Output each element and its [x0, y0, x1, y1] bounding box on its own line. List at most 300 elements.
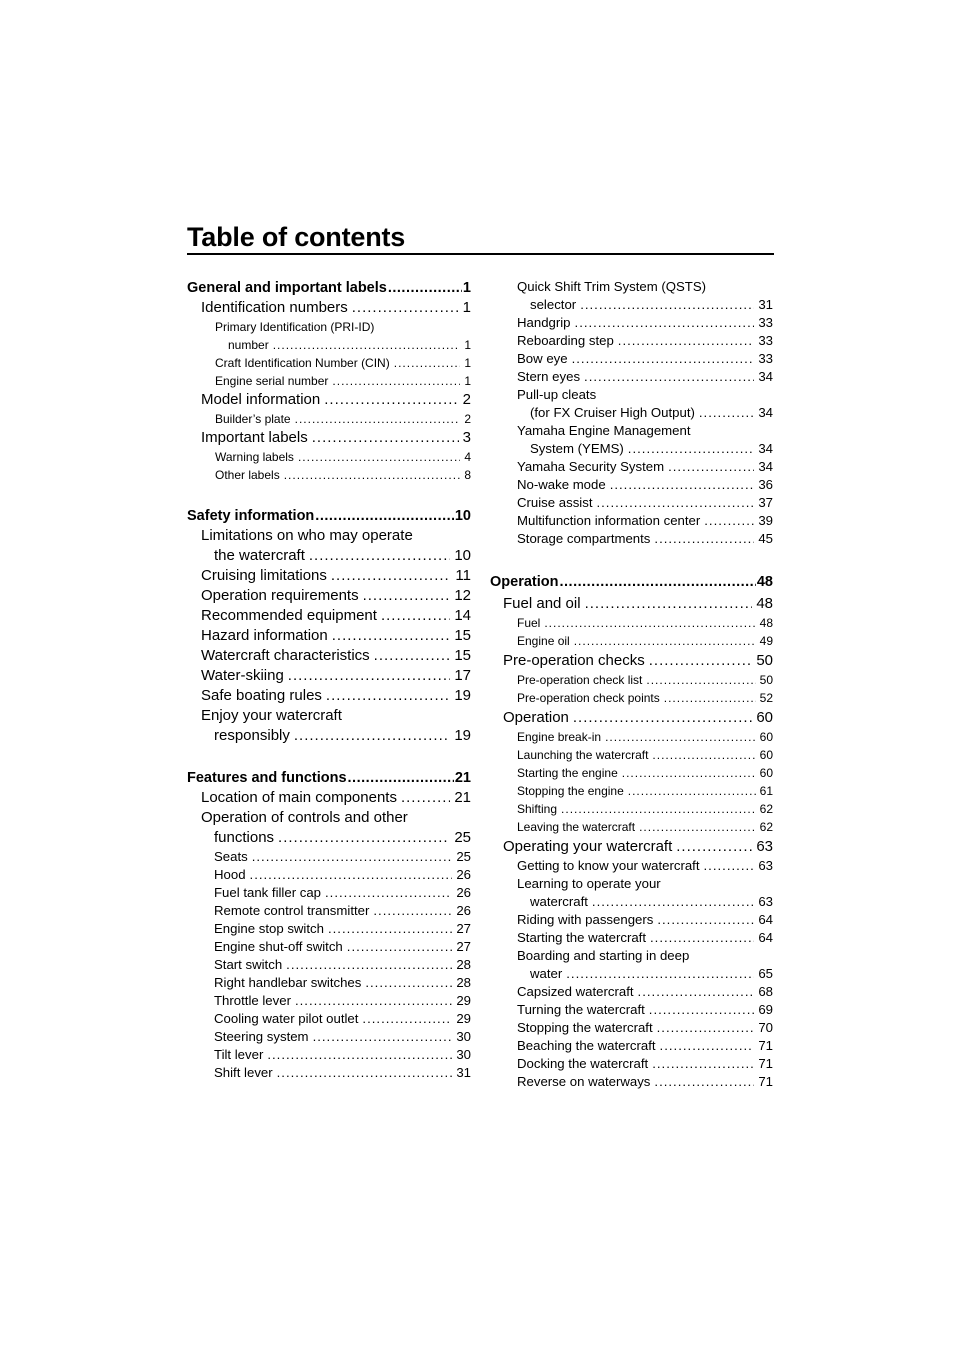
dot-leader: [348, 768, 454, 788]
dot-leader: [326, 686, 450, 706]
dot-leader: [250, 866, 453, 884]
page-number: 26: [456, 885, 471, 900]
dot-leader: [286, 956, 452, 974]
page-number: 28: [456, 975, 471, 990]
toc-subentry[interactable]: [490, 530, 773, 548]
page-number: 50: [756, 652, 773, 669]
toc-subentry[interactable]: [490, 746, 773, 764]
entry-title: Important labels: [201, 429, 308, 446]
toc-subentry[interactable]: [490, 728, 773, 746]
page-number: 1: [462, 280, 471, 296]
toc-subentry[interactable]: [187, 938, 471, 956]
entry-title: Water-skiing: [201, 667, 284, 684]
toc-subentry[interactable]: [490, 632, 773, 650]
entry-title: watercraft: [530, 894, 588, 909]
entry-title: Pre-operation check points: [517, 691, 660, 705]
entry-lead-text: Learning to operate your: [517, 876, 661, 891]
page-number: 12: [454, 587, 471, 604]
entry-title: Location of main components: [201, 789, 397, 806]
page-number: 25: [456, 849, 471, 864]
entry-title: Hood: [214, 867, 246, 882]
page-number: 60: [756, 709, 773, 726]
entry-title: Fuel: [517, 616, 541, 630]
page-number: 63: [758, 858, 773, 873]
dot-leader: [628, 782, 756, 800]
entry-lead-text: Pull-up cleats: [517, 387, 597, 402]
dot-leader: [381, 606, 450, 626]
entry-title: Multifunction information center: [517, 513, 701, 528]
toc-subentry[interactable]: [187, 974, 471, 992]
entry-title: Engine stop switch: [214, 921, 324, 936]
dot-leader: [328, 920, 452, 938]
dot-leader: [628, 440, 755, 458]
dot-leader: [654, 1073, 754, 1091]
entry-title: functions: [214, 829, 275, 846]
dot-leader: [309, 546, 450, 566]
toc-subentry[interactable]: [490, 332, 773, 350]
page-number: 15: [454, 647, 471, 664]
entry-title: Turning the watercraft: [517, 1002, 645, 1017]
page-title: Table of contents: [187, 222, 406, 252]
dot-leader: [652, 746, 755, 764]
entry-title: Model information: [201, 391, 321, 408]
page-number: 48: [756, 595, 773, 612]
dot-leader: [388, 278, 462, 298]
page-number: 31: [456, 1065, 471, 1080]
dot-leader: [649, 1001, 755, 1019]
entry-title: Warning labels: [215, 450, 294, 464]
dot-leader: [596, 494, 754, 512]
toc-entry[interactable]: [187, 788, 471, 808]
page-number: 15: [454, 627, 471, 644]
toc-subentry[interactable]: [187, 466, 471, 484]
entry-title: Stern eyes: [517, 369, 581, 384]
dot-leader: [374, 646, 451, 666]
page-number: 26: [456, 867, 471, 882]
page-number: 68: [758, 984, 773, 999]
page-number: 25: [454, 829, 471, 846]
dot-leader: [313, 1028, 453, 1046]
entry-lead-text: Operation of controls and other: [201, 809, 408, 826]
page-number: 71: [758, 1074, 773, 1089]
toc-subentry[interactable]: [187, 1028, 471, 1046]
page-number: 11: [455, 567, 471, 584]
entry-title: Stopping the engine: [517, 784, 624, 798]
page-number: 10: [454, 508, 471, 524]
toc-subentry[interactable]: [187, 920, 471, 938]
toc-subentry[interactable]: [490, 782, 773, 800]
dot-leader: [585, 593, 753, 614]
page-number: 34: [758, 369, 773, 384]
toc-subentry[interactable]: [490, 368, 773, 386]
entry-title: Cooling water pilot outlet: [214, 1011, 359, 1026]
toc-subentry[interactable]: [490, 1001, 773, 1019]
toc-subentry[interactable]: [490, 800, 773, 818]
toc-subentry[interactable]: [490, 422, 773, 458]
page-number: 19: [454, 727, 471, 744]
dot-leader: [352, 298, 459, 318]
dot-leader: [657, 911, 754, 929]
entry-title: Watercraft characteristics: [201, 647, 370, 664]
toc-entry[interactable]: [187, 686, 471, 706]
entry-title: Docking the watercraft: [517, 1056, 649, 1071]
entry-title: Shifting: [517, 802, 558, 816]
page-number: 60: [759, 730, 773, 744]
entry-title: Pre-operation check list: [517, 673, 643, 687]
dot-leader: [618, 332, 755, 350]
dot-leader: [704, 857, 755, 875]
entry-title: the watercraft: [214, 547, 305, 564]
dot-leader: [298, 448, 460, 466]
toc-subentry[interactable]: [490, 857, 773, 875]
dot-leader: [652, 1055, 754, 1073]
entry-title: Pre-operation checks: [503, 652, 645, 669]
entry-title: Engine shut-off switch: [214, 939, 343, 954]
entry-title: Builder’s plate: [215, 412, 291, 426]
toc-subentry[interactable]: [187, 354, 471, 372]
toc-subentry[interactable]: [187, 1010, 471, 1028]
toc-subentry[interactable]: [490, 818, 773, 836]
toc-subentry[interactable]: [187, 1064, 471, 1082]
dot-leader: [573, 707, 752, 728]
entry-title: Steering system: [214, 1029, 309, 1044]
page-number: 31: [758, 297, 773, 312]
toc-entry[interactable]: [187, 298, 471, 318]
dot-leader: [592, 893, 754, 911]
page-number: 33: [758, 333, 773, 348]
toc-subentry[interactable]: [490, 875, 773, 911]
entry-title: Recommended equipment: [201, 607, 377, 624]
entry-title: Safe boating rules: [201, 687, 322, 704]
page-number: 4: [464, 450, 471, 464]
page-number: 63: [756, 838, 773, 855]
entry-title: Starting the engine: [517, 766, 618, 780]
entry-title: Handgrip: [517, 315, 571, 330]
page-number: 48: [759, 616, 773, 630]
entry-title: Leaving the watercraft: [517, 820, 636, 834]
dot-leader: [277, 1064, 453, 1082]
page-number: 64: [758, 930, 773, 945]
toc-subentry[interactable]: [490, 278, 773, 314]
toc-entry[interactable]: [490, 836, 773, 857]
entry-title: Safety information: [187, 508, 315, 524]
entry-title: Cruise assist: [517, 495, 593, 510]
dot-leader: [668, 458, 754, 476]
entry-title: Bow eye: [517, 351, 568, 366]
toc-subentry[interactable]: [187, 372, 471, 390]
page-number: 30: [456, 1029, 471, 1044]
toc-subentry[interactable]: [490, 458, 773, 476]
dot-leader: [622, 764, 756, 782]
toc-subentry[interactable]: [187, 318, 471, 354]
dot-leader: [561, 800, 756, 818]
dot-leader: [649, 650, 753, 671]
toc-entry[interactable]: [187, 390, 471, 410]
toc-subentry[interactable]: [490, 1055, 773, 1073]
toc-subentry[interactable]: [490, 386, 773, 422]
toc-subentry[interactable]: [490, 1019, 773, 1037]
entry-title: Engine break-in: [517, 730, 602, 744]
section-heading[interactable]: [187, 506, 471, 526]
entry-title: Other labels: [215, 468, 280, 482]
toc-subentry[interactable]: [490, 689, 773, 707]
page-number: 49: [759, 634, 773, 648]
dot-leader: [584, 368, 754, 386]
entry-title: Starting the watercraft: [517, 930, 647, 945]
dot-leader: [252, 848, 453, 866]
entry-title: Fuel tank filler cap: [214, 885, 322, 900]
entry-title: Reverse on waterways: [517, 1074, 651, 1089]
entry-title: Seats: [214, 849, 248, 864]
page-number: 29: [456, 1011, 471, 1026]
dot-leader: [654, 530, 754, 548]
dot-leader: [288, 666, 451, 686]
entry-title: Operation requirements: [201, 587, 359, 604]
dot-leader: [699, 404, 754, 422]
dot-leader: [544, 614, 755, 632]
page-number: 8: [464, 468, 471, 482]
entry-title: Operation: [503, 709, 569, 726]
entry-title: Identification numbers: [201, 299, 348, 316]
dot-leader: [324, 390, 458, 410]
dot-leader: [295, 410, 461, 428]
entry-title: Engine oil: [517, 634, 570, 648]
toc-subentry[interactable]: [490, 512, 773, 530]
entry-title: Tilt lever: [214, 1047, 264, 1062]
entry-lead-text: Enjoy your watercraft: [201, 707, 342, 724]
page-number: 34: [758, 459, 773, 474]
dot-leader: [325, 884, 452, 902]
toc-subentry[interactable]: [490, 350, 773, 368]
page-number: 60: [759, 748, 773, 762]
page-number: 28: [456, 957, 471, 972]
toc-entry[interactable]: [187, 606, 471, 626]
toc-subentry[interactable]: [187, 1046, 471, 1064]
dot-leader: [646, 671, 755, 689]
dot-leader: [273, 336, 461, 354]
entry-title: Right handlebar switches: [214, 975, 362, 990]
entry-lead-text: Boarding and starting in deep: [517, 948, 690, 963]
entry-title: number: [228, 338, 269, 352]
entry-title: Operating your watercraft: [503, 838, 673, 855]
entry-lead-text: Primary Identification (PRI-ID): [215, 320, 375, 334]
dot-leader: [373, 902, 452, 920]
toc-subentry[interactable]: [187, 992, 471, 1010]
entry-title: Fuel and oil: [503, 595, 581, 612]
toc-entry[interactable]: [187, 566, 471, 586]
dot-leader: [315, 506, 454, 526]
page-number: 37: [758, 495, 773, 510]
page-number: 21: [454, 789, 471, 806]
page-number: 64: [758, 912, 773, 927]
page-number: 2: [464, 412, 471, 426]
section-heading[interactable]: [187, 278, 471, 298]
dot-leader: [278, 828, 450, 848]
page-number: 69: [758, 1002, 773, 1017]
dot-leader: [704, 512, 754, 530]
entry-title: Storage compartments: [517, 531, 651, 546]
toc-entry[interactable]: [187, 808, 471, 848]
entry-lead-text: Quick Shift Trim System (QSTS): [517, 279, 707, 294]
toc-subentry[interactable]: [490, 764, 773, 782]
entry-title: Hazard information: [201, 627, 328, 644]
toc-subentry[interactable]: [490, 314, 773, 332]
toc-subentry[interactable]: [187, 848, 471, 866]
dot-leader: [639, 818, 756, 836]
toc-subentry[interactable]: [490, 1037, 773, 1055]
toc-subentry[interactable]: [187, 956, 471, 974]
toc-column-left: [187, 278, 471, 1082]
page-number: 33: [758, 351, 773, 366]
toc-subentry[interactable]: [187, 866, 471, 884]
page-number: 1: [464, 356, 471, 370]
page-number: 29: [456, 993, 471, 1008]
page-number: 17: [454, 667, 471, 684]
page-number: 63: [758, 894, 773, 909]
dot-leader: [267, 1046, 452, 1064]
toc-entry[interactable]: [187, 526, 471, 566]
page-number: 71: [758, 1038, 773, 1053]
entry-title: Stopping the watercraft: [517, 1020, 653, 1035]
dot-leader: [295, 992, 452, 1010]
dot-leader: [676, 836, 752, 857]
dot-leader: [566, 965, 754, 983]
page-number: 2: [462, 391, 471, 408]
dot-leader: [347, 938, 453, 956]
dot-leader: [660, 1037, 755, 1055]
entry-title: Beaching the watercraft: [517, 1038, 656, 1053]
toc-subentry[interactable]: [490, 983, 773, 1001]
page-number: 48: [756, 574, 773, 590]
page-number: 30: [456, 1047, 471, 1062]
toc-column-right: [490, 278, 773, 1091]
dot-leader: [332, 626, 451, 646]
toc-entry[interactable]: [187, 706, 471, 746]
dot-leader: [332, 372, 460, 390]
dot-leader: [580, 296, 754, 314]
toc-entry[interactable]: [187, 626, 471, 646]
toc-entry[interactable]: [187, 428, 471, 448]
dot-leader: [365, 974, 452, 992]
toc-subentry[interactable]: [187, 884, 471, 902]
entry-title: Getting to know your watercraft: [517, 858, 700, 873]
entry-title: Shift lever: [214, 1065, 273, 1080]
entry-title: Start switch: [214, 957, 283, 972]
entry-title: Remote control transmitter: [214, 903, 370, 918]
entry-title: selector: [530, 297, 577, 312]
entry-title: Reboarding step: [517, 333, 614, 348]
toc-subentry[interactable]: [490, 494, 773, 512]
dot-leader: [574, 632, 756, 650]
page-number: 36: [758, 477, 773, 492]
page-number: 45: [758, 531, 773, 546]
page-number: 52: [759, 691, 773, 705]
page-number: 21: [454, 770, 471, 786]
entry-lead-text: Yamaha Engine Management: [517, 423, 691, 438]
dot-leader: [610, 476, 755, 494]
entry-title: Operation: [490, 574, 559, 590]
page-number: 34: [758, 441, 773, 456]
page-number: 60: [759, 766, 773, 780]
entry-title: Throttle lever: [214, 993, 291, 1008]
dot-leader: [363, 586, 451, 606]
dot-leader: [331, 566, 452, 586]
toc-subentry[interactable]: [187, 448, 471, 466]
dot-leader: [284, 466, 461, 484]
section-heading[interactable]: [187, 768, 471, 788]
toc-subentry[interactable]: [490, 1073, 773, 1091]
entry-title: Engine serial number: [215, 374, 329, 388]
page-number: 19: [454, 687, 471, 704]
page-number: 27: [456, 939, 471, 954]
page-number: 14: [454, 607, 471, 624]
toc-subentry[interactable]: [490, 911, 773, 929]
dot-leader: [657, 1019, 755, 1037]
toc-subentry[interactable]: [490, 929, 773, 947]
page-number: 34: [758, 405, 773, 420]
dot-leader: [401, 788, 450, 808]
entry-title: responsibly: [214, 727, 290, 744]
dot-leader: [575, 314, 755, 332]
dot-leader: [312, 428, 459, 448]
toc-entry[interactable]: [187, 646, 471, 666]
page-number: 50: [759, 673, 773, 687]
entry-title: System (YEMS): [530, 441, 624, 456]
page-number: 33: [758, 315, 773, 330]
page-number: 1: [464, 374, 471, 388]
page-number: 3: [462, 429, 471, 446]
title-divider: [187, 253, 774, 255]
toc-entry[interactable]: [490, 650, 773, 671]
entry-title: Yamaha Security System: [517, 459, 665, 474]
toc-subentry[interactable]: [490, 947, 773, 983]
dot-leader: [650, 929, 754, 947]
entry-title: Launching the watercraft: [517, 748, 649, 762]
toc-entry[interactable]: [187, 666, 471, 686]
dot-leader: [362, 1010, 452, 1028]
entry-lead-text: Limitations on who may operate: [201, 527, 413, 544]
page-number: 39: [758, 513, 773, 528]
toc-subentry[interactable]: [187, 410, 471, 428]
entry-title: Craft Identification Number (CIN): [215, 356, 390, 370]
dot-leader: [559, 571, 755, 593]
toc-subentry[interactable]: [490, 671, 773, 689]
page-number: 65: [758, 966, 773, 981]
page-number: 1: [462, 299, 471, 316]
toc-entry[interactable]: [490, 593, 773, 614]
dot-leader: [394, 354, 461, 372]
toc-subentry[interactable]: [187, 902, 471, 920]
toc-entry[interactable]: [187, 586, 471, 606]
page-number: 10: [454, 547, 471, 564]
toc-subentry[interactable]: [490, 614, 773, 632]
toc-entry[interactable]: [490, 707, 773, 728]
section-heading[interactable]: [490, 571, 773, 593]
entry-title: Capsized watercraft: [517, 984, 634, 999]
entry-title: General and important labels: [187, 280, 387, 296]
entry-title: water: [530, 966, 563, 981]
page-number: 26: [456, 903, 471, 918]
page-number: 62: [759, 820, 773, 834]
page-number: 71: [758, 1056, 773, 1071]
dot-leader: [572, 350, 755, 368]
toc-subentry[interactable]: [490, 476, 773, 494]
entry-title: Riding with passengers: [517, 912, 654, 927]
dot-leader: [294, 726, 450, 746]
page-number: 1: [464, 338, 471, 352]
entry-title: (for FX Cruiser High Output): [530, 405, 695, 420]
dot-leader: [664, 689, 756, 707]
